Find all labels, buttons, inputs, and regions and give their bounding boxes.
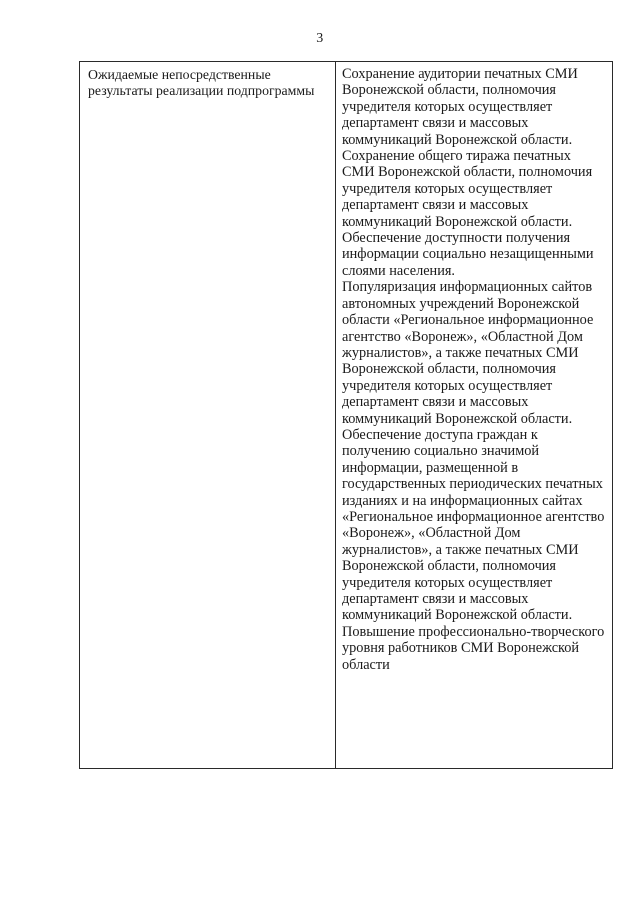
result-paragraph-3: Обеспечение доступности получения информации социально незащищенными слоями населения. [342,230,594,279]
result-paragraph-1: Сохранение аудитории печатных СМИ Воронежской области, полномочия учредителя которых осуществляет департамент связи и массовых коммуникаций Воронежской области. [342,66,578,148]
results-table [79,61,613,769]
table-cell-content [336,62,612,768]
result-paragraph-6: Повышение профессионально-творческого уровня работников СМИ Воронежской области [342,623,605,673]
result-paragraph-4: Популяризация информационных сайтов автономных учреждений Воронежской области «Региональное информационное агентство «Воронеж», «Областной Дом журналистов», а также печатных СМИ Воронежской области, полномочия учредителя которых осуществляет департамент связи и массовых коммуникаций Воронежской области. [342,279,594,427]
table-cell-label [80,62,336,768]
result-paragraph-2: Сохранение общего тиража печатных СМИ Воронежской области, полномочия учредителя которых осуществляет департамент связи и массовых коммуникаций Воронежской области. [342,148,593,230]
page-number: 3 [316,31,324,46]
expected-results-label: Ожидаемые непосредственные результаты реализации подпрограммы [88,67,315,98]
result-paragraph-5: Обеспечение доступа граждан к получению социально значимой информации, размещенной в государственных периодических печатных изданиях и на информационных сайтах «Региональное информационное агентство «Воронеж», «Областной Дом журналистов», а также печатных СМИ Воронежской области, полномочия учредителя которых осуществляет департамент связи и массовых коммуникаций Воронежской области. [342,426,605,624]
